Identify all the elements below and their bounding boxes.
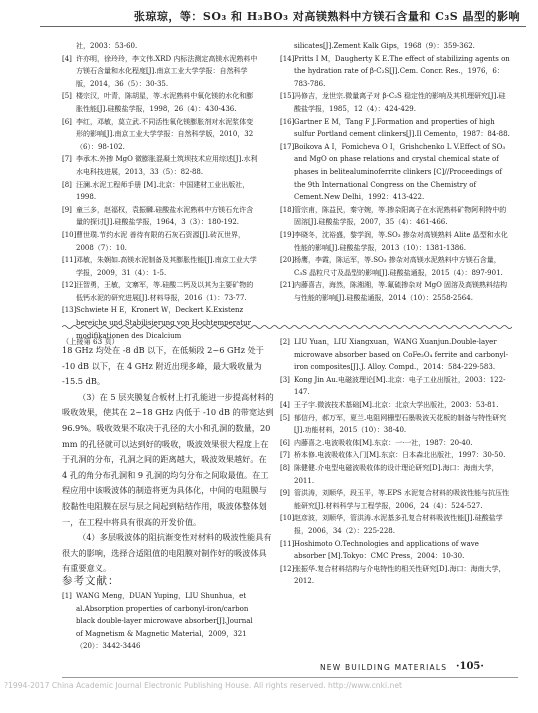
wavy-divider [62,324,512,330]
reference-number: [12] [62,281,77,290]
reference-number: [11] [280,539,295,548]
references-heading: 参考文献： [62,575,120,587]
reference-number: [9] [280,489,290,498]
reference-text: 王子宇.微波技术基础[M].北京：北京大学出版社，2003：53-81. [294,400,499,409]
reference-number: [20] [280,256,295,265]
reference-item [280,40,512,53]
reference-number: [6] [62,117,72,126]
reference-text: 张振华.复合材料结构与介电特性的相关性研究[D].海口：海南大学，2012. [294,564,506,586]
reference-item [280,53,512,91]
reference-number: [14] [280,54,295,63]
reference-item [280,449,512,462]
reference-number: [21] [280,281,295,290]
reference-item [280,462,512,487]
reference-number: [1] [62,592,72,600]
reference-text: 曹世璞.节约水泥 善待有限的石灰石资源[J].砖瓦世界，2008（7）：10. [76,230,245,252]
reference-number: [13] [62,306,77,315]
reference-text: 李晓冬，沈裕盛，黎学润，等.SO₃ 掺杂对高镁熟料 Alite 晶型和水化性能的影响[J].硅酸盐学报，2013（10）：1381-1386. [294,230,508,252]
reference-text: 楼宗汉，叶青，陈胡星，等.水泥熟料中氧化镁的水化和膨胀性能[J].硅酸盐学报，1998，26（4）：430-436. [76,92,254,113]
reference-number: [4] [62,54,72,63]
reference-text: 汪智勇，王敏，文寨军，等.硅酸二钙及以其为主要矿物的低钙水泥的研究进展[J].材料导报，2016（1）：73-77. [76,281,254,302]
reference-item [280,336,512,374]
refs-bottom-right [280,336,512,588]
reference-number: [7] [62,155,72,164]
reference-text: silicates[J].Zement Kalk Gips，1968（9）：359-362. [294,42,475,50]
reference-item [280,279,512,304]
reference-item [280,116,512,141]
body-paragraph: （4）多层吸波体的阻抗渐变性对材料的吸波性能具有很大的影响，选择合适阻值的电阻膜对制作好的吸波体具有重要意义。 [62,532,272,574]
reference-number: [18] [280,205,295,214]
reference-text: 李红，邓敏，莫立武.不同活性氧化镁膨胀剂对水泥浆体变形的影响[J].南京工业大学学报：自然科学版，2010，32（6）：98-102. [76,117,254,151]
reference-item [280,229,512,254]
reference-number: [19] [280,230,295,239]
reference-item [62,53,258,91]
reference-number: [8] [62,180,72,189]
reference-item [62,90,258,115]
reference-text: 桥本修.电波吸收体入门[M].东京：日本森北出版社，1997：30-50. [294,451,506,460]
reference-item [280,487,512,512]
reference-text: Pritts I M，Daugherty K E.The effect of stabilizing agents on the hydration rate of β-C₂S[J].Cem. Concr. Res.，1976，6：783-786. [294,54,510,88]
reference-text: 李承木.外掺 MgO 微膨胀混凝土筑坝技术应用综述[J].水利水电科技进展，2013，33（5）：82-88. [76,155,258,176]
reference-text: 管宗甫，陈益民，秦守婉，等.掺杂阳离子在水泥熟料矿物阿利特中的固溶[J].硅酸盐学报，2007，35（4）：461-466. [294,205,507,227]
refs-top-left [62,40,258,342]
body-paragraphs [62,343,274,577]
reference-text: 邓敏，朱娴如.高镁水泥制备及其膨胀性能[J].南京工业大学学报，2009，31（4）：1-5. [76,256,257,277]
refs-top-right [280,40,512,304]
header-rule [40,26,526,27]
reference-text: 许亦明，徐玲玲，李文伟.XRD 内标法测定高镁水泥熟料中方镁石含量和水化程度[J].南京工业大学学报：自然科学版，2014，36（5）：30-35. [76,54,258,88]
reference-item [62,116,258,154]
reference-number: [7] [280,451,290,460]
reference-text: Kong Jin Au.电磁波理论[M].北京：电子工业出版社，2003：122-147. [294,375,506,397]
reference-item [62,229,258,254]
reference-text: Schwiete H E，Kronert W，Deckert K.Existenz bereiche und Stabilisierung von Hochtemperatur modifikationen des Dicalcium [76,306,251,340]
reference-text: 汪澜.水泥工程师手册 [M].北京：中国建材工业出版社，1998. [76,180,250,202]
reference-item [280,399,512,412]
reference-item [280,563,512,588]
reference-text: Hoshimoto O.Technologies and applications of wave absorber [M].Tokyo：CMC Press，2004：10-30. [294,539,479,561]
reference-item [280,538,512,563]
refs-bottom-left [62,590,258,653]
reference-item [62,279,258,304]
reference-number: [5] [280,413,290,422]
reference-number: [4] [280,400,290,409]
footer-rule [62,677,518,678]
running-title: 张琼琼，等：SO₃ 和 H₃BO₃ 对高镁熟料中方镁石含量和 C₃S 晶型的影响 [133,10,520,23]
reference-text: LIU Yuan，LIU Xiangxuan，WANG Xuanjun.Double-layer microwave absorber based on CoFe₂O₄ ferrite and carbonyl-iron composites[J].J. Alloy. Compd.，2014：584-229-583. [294,338,509,372]
reference-text: 社，2003：53-60. [76,42,138,50]
reference-item [280,437,512,450]
reference-item [62,204,258,229]
reference-number: [2] [280,338,290,346]
copyright-line: ?1994-2017 China Academic Journal Electronic Publishing House. All rights reserved. http://www.cnki.net [4,681,403,690]
reference-text: 冯修吉，龙世宗.微量离子对 β-C₂S 稳定性的影响及其机理研究[J].硅酸盐学报，1985，12（4）：424-429. [294,92,506,113]
body-paragraph: （3）在 5 层夹膜复合板材上打孔能进一步提高材料的吸收效果，使其在 2~18 GHz 内低于 -10 dB 的带宽达到 96.9%。吸收效果不取决于孔径的大小和孔洞的数量，20 mm 的孔径就可以达到好的吸收，吸波效果很大程度上在于孔洞的分布，孔洞之间的距离越大，吸波效果越好。在 4 孔的角分布孔洞和 9 孔洞的均匀分布之间取最值。在工程应用中该吸波体的制造将更为具体化，中间的电阻膜与胶黏性电阻膜在层与层之间起到粘结作用，吸波体整体划一，在工程中将具有很高的开发价值。 [62,391,274,527]
reference-text: Gartner E M，Tang F J.Formation and properties of high sulfur Portland cement clinkers[J].Il Cemento，1987：84-88. [294,117,510,139]
reference-item [62,590,258,653]
reference-item [280,141,512,204]
reference-number: [10] [62,230,77,239]
reference-item [62,40,258,53]
reference-text: 童三多，赵福权，袁振麟.硅酸盐水泥熟料中方镁石允许含量的探讨[J].硅酸盐学报，1964，3（3）：180-192. [76,205,254,227]
reference-text: 郁信丹，郝万军，夏兰.电阻网栅型石墨吸波天花板的制备与特性研究[J].功能材料，2015（10）：38-40. [294,413,507,435]
reference-item [280,512,512,537]
reference-number: [15] [280,92,295,101]
reference-text: 赵彦波，刘顺华，管洪涛.水泥基多孔复合材料吸波性能[J].硅酸盐学报，2006，34（2）：225-228. [294,514,503,535]
journal-brand: NEW BUILDING MATERIALS [320,663,448,672]
page-header [0,0,538,30]
reference-number: [17] [280,142,295,151]
reference-item [280,412,512,437]
body-paragraph: 18 GHz 均处在 -8 dB 以下，在低频段 2~6 GHz 处于 -10 dB 以下，在 4 GHz 附近出现多峰，最大吸收量为 -15.5 dB。 [62,345,264,387]
reference-number: [9] [62,205,72,214]
reference-number: [6] [280,438,290,447]
reference-number: [3] [280,375,290,384]
reference-number: [10] [280,514,295,523]
reference-text: WANG Meng，DUAN Yuping，LIU Shunhua，et al.Absorption properties of carbonyl-iron/carbon black double-layer microwave absorber[J].Journal of Magnetism & Magnetic Material，2009，321（20）：3442-3446 [76,592,253,651]
reference-text: 内藤喜吉，海然，陈湘湘，等.氟硫掺杂对 MgO 固溶及高镁熟料结构与性能的影响[J].硅酸盐通报，2014（10）：2558-2564. [294,281,508,302]
reference-item [62,179,258,204]
reference-item [62,153,258,178]
reference-number: [12] [280,564,295,573]
reference-number: [8] [280,463,290,472]
reference-item [280,90,512,115]
reference-text: 陈健健.介电型电磁波吸收体的设计理论研究[D].海口：海南大学，2011. [294,463,499,485]
reference-text: 管洪涛，刘顺华，段玉平，等.EPS 水泥复合材料的吸波性能与抗压性能研究[J].材料科学与工程学报，2006，24（4）：524-527. [294,489,510,510]
reference-text: 内藤喜之.电波吸收体[M].东京：一·一社，1987：20-40. [294,438,473,447]
page-number: ·105· [456,661,484,672]
reference-item [280,204,512,229]
reference-number: [16] [280,117,295,126]
reference-item [62,254,258,279]
reference-item [280,374,512,399]
reference-number: [11] [62,256,77,265]
reference-text: Boikova A I，Fomicheva O I，Grishchenko L V.Effect of SO₃ and MgO on phase relations and crystal chemical state of phases in belitealuminoferrite clinkers [C]//Proceedings of the 9th International Congress on the Chemistry of Cement.New Delhi，1992：413-422. [294,142,506,202]
reference-text: 杨鹰，李霞，陈运军，等.SO₃ 掺杂对高镁水泥熟料中方镁石含量，C₃S 晶粒尺寸及晶型的影响[J].硅酸盐通报，2015（4）：897-901. [294,256,503,277]
reference-number: [5] [62,92,72,101]
continued-note: （上接第 63 页） [62,337,119,346]
reference-item [280,254,512,279]
